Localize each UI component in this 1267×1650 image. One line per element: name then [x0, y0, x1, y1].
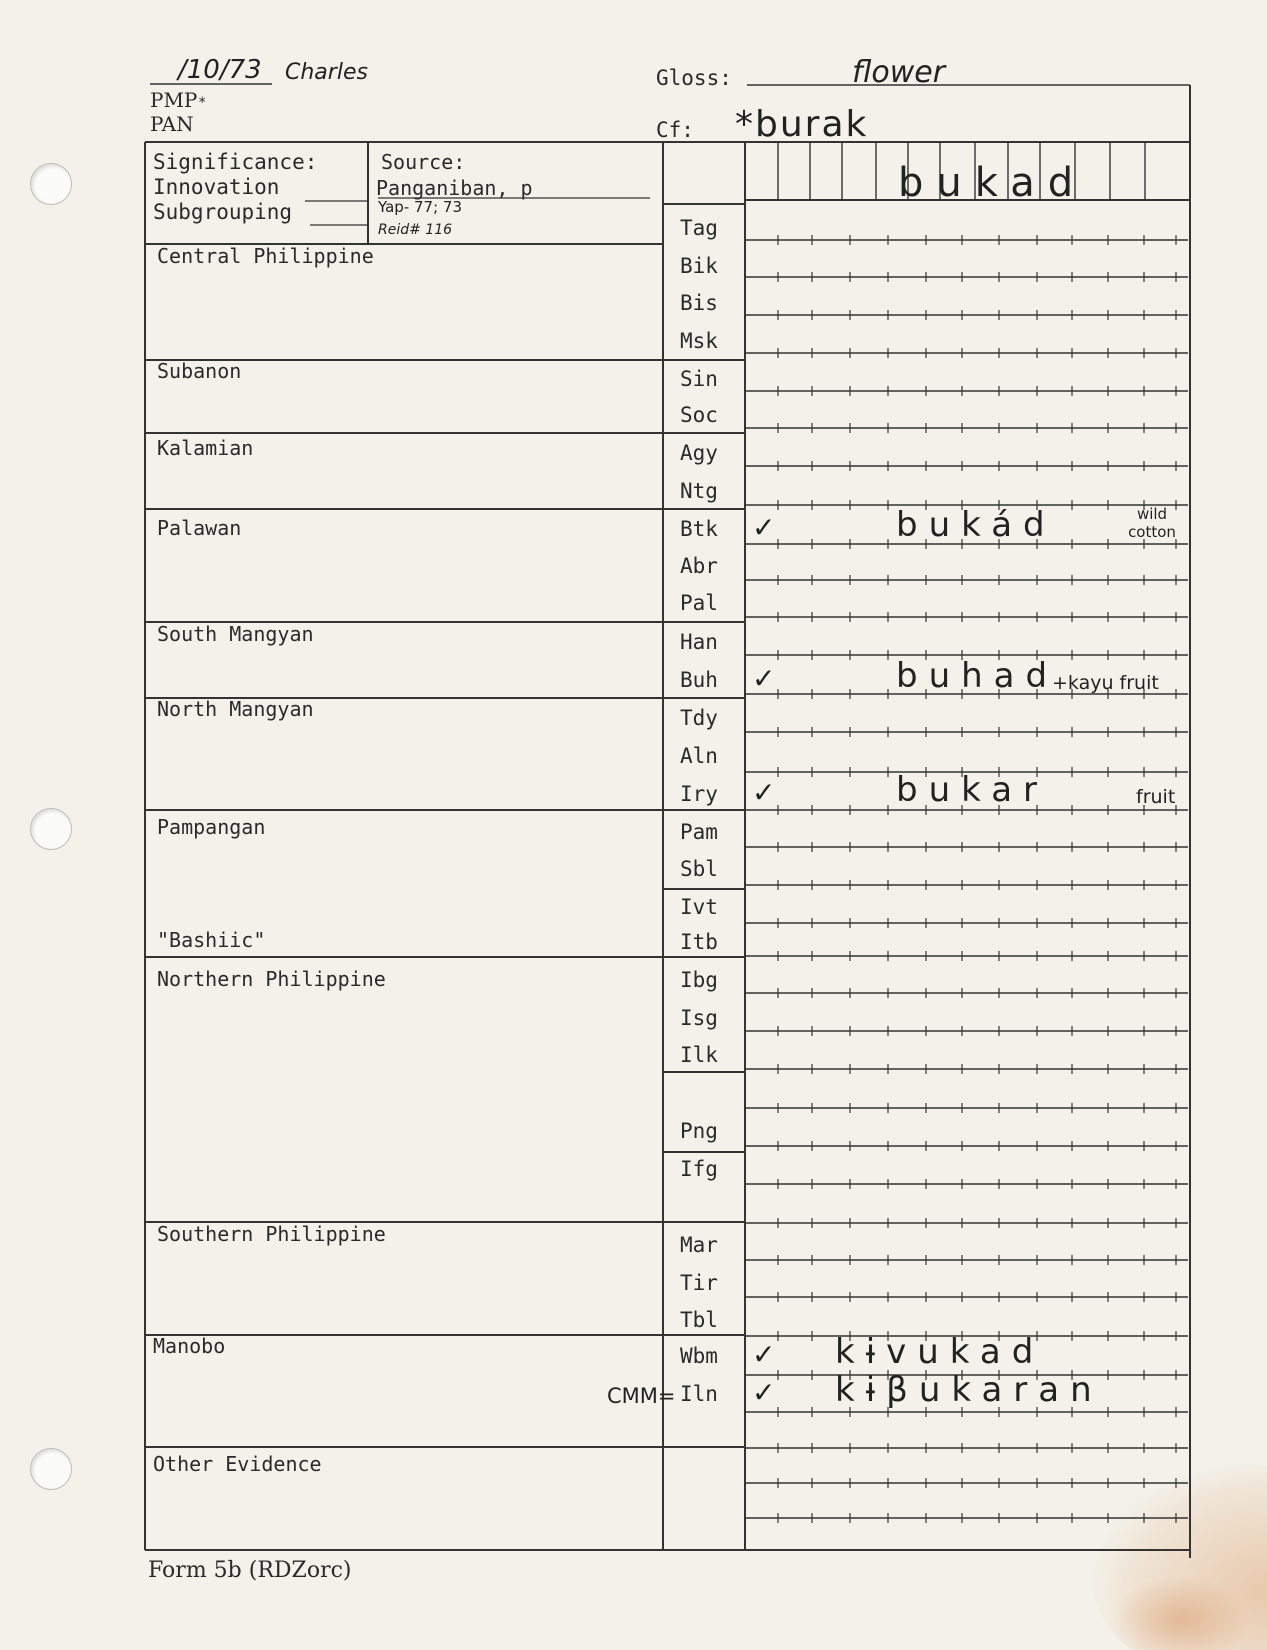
group-subanon: Subanon: [157, 359, 242, 383]
language-code-sin: Sin: [680, 367, 718, 391]
reflex-form-btk: bukád: [896, 505, 1056, 545]
group-kalamian: Kalamian: [157, 436, 254, 460]
cmm-prefix: CMM=: [607, 1384, 676, 1408]
form-footer: Form 5b (RDZorc): [148, 1558, 352, 1583]
gloss-label: Gloss:: [656, 66, 732, 90]
language-code-isg: Isg: [680, 1006, 718, 1030]
group-bashiic: "Bashiic": [157, 928, 266, 952]
source-reference: Panganiban, p: [376, 176, 533, 200]
pmp-label: PMP: [150, 88, 198, 112]
check-mark: ✓: [752, 1376, 776, 1409]
language-code-msk: Msk: [680, 329, 718, 353]
language-code-btk: Btk: [680, 517, 718, 541]
language-code-bik: Bik: [680, 254, 718, 278]
innovation-label: Innovation: [153, 175, 280, 199]
check-mark: ✓: [752, 511, 776, 544]
reflex-form-buh: buhad: [896, 656, 1059, 696]
reflex-form-iln: kɨβukaran: [835, 1370, 1103, 1410]
group-north-mangyan: North Mangyan: [157, 697, 314, 721]
header-date: /10/73: [178, 55, 262, 85]
check-mark: ✓: [752, 1338, 776, 1371]
language-code-buh: Buh: [680, 668, 718, 692]
source-title: Source:: [381, 150, 466, 174]
language-code-ibg: Ibg: [680, 968, 718, 992]
group-manobo: Manobo: [153, 1334, 226, 1358]
language-code-aln: Aln: [680, 744, 718, 768]
language-code-png: Png: [680, 1119, 718, 1143]
language-code-ntg: Ntg: [680, 479, 718, 503]
source-note-reid: Reid# 116: [378, 222, 453, 238]
language-code-agy: Agy: [680, 441, 718, 465]
language-code-han: Han: [680, 630, 718, 654]
language-code-sbl: Sbl: [680, 857, 718, 881]
significance-title: Significance:: [153, 150, 318, 174]
reconstruction-form: bukad: [898, 160, 1087, 206]
language-code-wbm: Wbm: [680, 1344, 718, 1368]
reflex-note-buh: +kayu fruit: [1052, 672, 1159, 694]
group-palawan: Palawan: [157, 516, 242, 540]
language-code-tag: Tag: [680, 216, 718, 240]
source-note-yap: Yap- 77; 73: [378, 198, 462, 216]
language-code-abr: Abr: [680, 554, 718, 578]
cf-label: Cf:: [656, 118, 694, 142]
language-code-ilk: Ilk: [680, 1043, 718, 1067]
language-code-tbl: Tbl: [680, 1308, 718, 1332]
gloss-value: flower: [852, 55, 946, 90]
cf-value: *burak: [735, 104, 869, 145]
language-code-itb: Itb: [680, 930, 718, 954]
header-author: Charles: [285, 60, 368, 85]
language-code-ivt: Ivt: [680, 895, 718, 919]
language-code-bis: Bis: [680, 291, 718, 315]
check-mark: ✓: [752, 662, 776, 695]
language-code-tdy: Tdy: [680, 706, 718, 730]
language-code-iry: Iry: [680, 782, 718, 806]
language-code-mar: Mar: [680, 1233, 718, 1257]
language-code-ifg: Ifg: [680, 1157, 718, 1181]
group-central-philippine: Central Philippine: [157, 244, 374, 268]
language-code-tir: Tir: [680, 1271, 718, 1295]
group-other-evidence: Other Evidence: [153, 1452, 322, 1476]
language-code-pam: Pam: [680, 820, 718, 844]
group-northern-philippine: Northern Philippine: [157, 967, 386, 991]
group-south-mangyan: South Mangyan: [157, 622, 314, 646]
language-code-iln: Iln: [680, 1382, 718, 1406]
reflex-form-iry: bukar: [896, 770, 1049, 810]
group-pampangan: Pampangan: [157, 815, 266, 839]
check-mark: ✓: [752, 776, 776, 809]
language-code-pal: Pal: [680, 591, 718, 615]
reflex-form-wbm: kɨvukad: [835, 1332, 1045, 1372]
language-code-soc: Soc: [680, 403, 718, 427]
reflex-note-btk: wild cotton: [1128, 505, 1176, 541]
pmp-mark: *: [198, 95, 207, 111]
pan-label: PAN: [150, 112, 194, 136]
reflex-note-iry: fruit: [1136, 786, 1176, 808]
subgrouping-label: Subgrouping: [153, 200, 293, 224]
group-southern-philippine: Southern Philippine: [157, 1222, 386, 1246]
